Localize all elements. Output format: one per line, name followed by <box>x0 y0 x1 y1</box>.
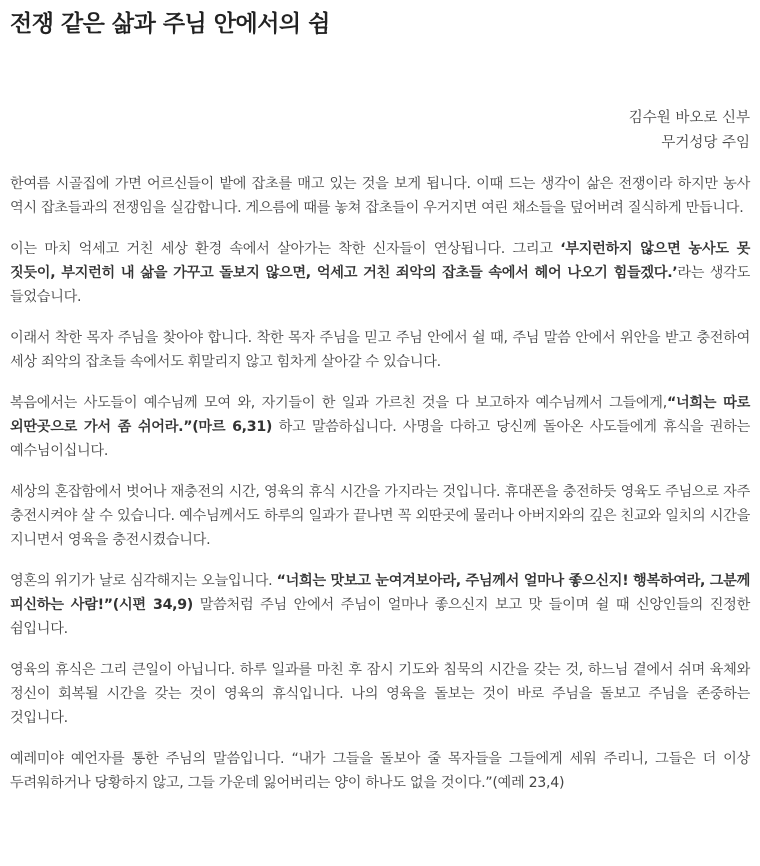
paragraph-5: 세상의 혼잡함에서 벗어나 재충전의 시간, 영육의 휴식 시간을 가지라는 것입니다. 휴대폰을 충전하듯 영육도 주님으로 자주 충전시켜야 살 수 있습니다. 예수님께서도 하루의 일과가 끝나면 꼭 외딴곳에 물러나 아버지와의 깊은 친교와 일치의 시간을 지니면서 영육을 충전시켰습니다. <box>10 484 750 548</box>
author-position: 무거성당 주임 <box>661 135 750 151</box>
article-body <box>10 172 750 795</box>
paragraph-1: 한여름 시골집에 가면 어르신들이 밭에 잡초를 매고 있는 것을 보게 됩니다. 이때 드는 생각이 삶은 전쟁이라 하지만 농사 역시 잡초들과의 전쟁임을 실감합니다. 게으름에 때를 놓쳐 잡초들이 우거지면 여린 채소들을 덮어버려 질식하게 만듭니다. <box>10 176 750 216</box>
paragraph-6: 영혼의 위기가 날로 심각해지는 오늘입니다. “너희는 맛보고 눈여겨보아라, 주님께서 얼마나 좋으신지! 행복하여라, 그분께 피신하는 사람!”(시편 34,9) 말씀처럼 주님 안에서 주님이 얼마나 좋으신지 보고 맛 들이며 쉴 때 신앙인들의 진정한 쉼입니다. <box>10 573 750 637</box>
paragraph-8: 예레미야 예언자를 통한 주님의 말씀입니다. “내가 그들을 돌보아 줄 목자들을 그들에게 세워 주리니, 그들은 더 이상 두려워하거나 당황하지 않고, 그들 가운데 잃어버리는 양이 하나도 없을 것이다.”(예레 23,4) <box>10 751 750 791</box>
scripture-quote: “너희는 맛보고 눈여겨보아라, 주님께서 얼마나 좋으신지! 행복하여라, 그분께 피신하는 사람!”(시편 34,9) <box>10 573 750 613</box>
paragraph-2: 이는 마치 억세고 거친 세상 환경 속에서 살아가는 착한 신자들이 연상됩니다. 그리고 ‘부지런하지 않으면 농사도 못 짓듯이, 부지런히 내 삶을 가꾸고 돌보지 않으면, 억세고 거친 죄악의 잡초들 속에서 헤어 나오기 힘들겠다.’라는 생각도 들었습니다. <box>10 241 750 305</box>
paragraph-7: 영육의 휴식은 그리 큰일이 아닙니다. 하루 일과를 마친 후 잠시 기도와 침묵의 시간을 갖는 것, 하느님 곁에서 쉬며 육체와 정신이 회복될 시간을 갖는 것이 영육의 휴식입니다. 나의 영육을 돌보는 것이 바로 주님을 돌보고 주님을 존중하는 것입니다. <box>10 662 750 726</box>
page-title: 전쟁 같은 삶과 주님 안에서의 쉼 <box>10 11 330 37</box>
emphasis-quote: ‘부지런하지 않으면 농사도 못 짓듯이, 부지런히 내 삶을 가꾸고 돌보지 않으면, 억세고 거친 죄악의 잡초들 속에서 헤어 나오기 힘들겠다.’ <box>10 241 750 281</box>
author-name: 김수원 바오로 신부 <box>628 110 750 126</box>
scripture-quote: “너희는 따로 외딴곳으로 가서 좀 쉬어라.”(마르 6,31) <box>10 395 750 435</box>
author-block <box>10 106 750 156</box>
paragraph-3: 이래서 착한 목자 주님을 찾아야 합니다. 착한 목자 주님을 믿고 주님 안에서 쉴 때, 주님 말씀 안에서 위안을 받고 충전하여 세상 죄악의 잡초들 속에서도 휘말리지 않고 힘차게 살아갈 수 있습니다. <box>10 330 750 370</box>
paragraph-4: 복음에서는 사도들이 예수님께 모여 와, 자기들이 한 일과 가르친 것을 다 보고하자 예수님께서 그들에게,“너희는 따로 외딴곳으로 가서 좀 쉬어라.”(마르 6,31) 하고 말씀하십니다. 사명을 다하고 당신께 돌아온 사도들에게 휴식을 권하는 예수님이십니다. <box>10 395 750 459</box>
